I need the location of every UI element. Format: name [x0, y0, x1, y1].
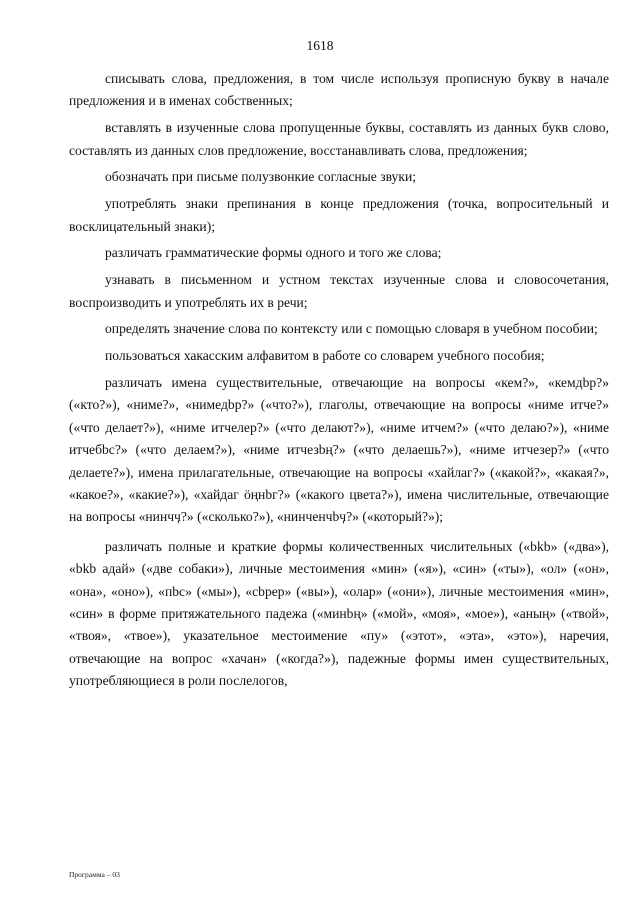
- paragraph: употреблять знаки препинания в конце предложения (точка, вопросительный и восклицательный знаки);: [69, 196, 609, 234]
- footer-note: Программа – 03: [69, 870, 120, 879]
- paragraph: списывать слова, предложения, в том числе используя прописную букву в начале предложения и в именах собственных;: [69, 71, 609, 109]
- page-body: [69, 68, 609, 697]
- paragraph: различать полные и краткие формы количественных числительных («bkb» («два»), «bkb адай» («две собаки»), личные местоимения «мин» («я»), «син» («ты»), «ол» («он», «она», «оно»), «пbс» («мы»), «сbрер» («вы»), «олар» («они»), личные местоимения «мин», «син» в форме притяжательного падежа («минbң» («мой», «моя», «мое»), «аның» («твой», «твоя», «твое»), указательное местоимение «пу» («этот», «эта», «это»), наречия, отвечающие на вопрос «хачан» («когда?»), падежные формы имен существительных, употребляющиеся в роли послелогов,: [69, 538, 609, 689]
- paragraph: обозначать при письме полузвонкие согласные звуки;: [105, 169, 416, 185]
- paragraph: определять значение слова по контексту или с помощью словаря в учебном пособии;: [105, 321, 598, 337]
- page-number: 1618: [306, 38, 334, 53]
- paragraph: узнавать в письменном и устном текстах изученные слова и словосочетания, воспроизводить и употреблять их в речи;: [69, 272, 609, 310]
- paragraph: вставлять в изученные слова пропущенные буквы, составлять из данных букв слово, составлять из данных слов предложение, восстанавливать слова, предложения;: [69, 120, 609, 158]
- paragraph: пользоваться хакасским алфавитом в работе со словарем учебного пособия;: [105, 348, 545, 364]
- paragraph: различать имена существительные, отвечающие на вопросы «кем?», «кемдbр?» («кто?»), «ниме?», «нимедbр?» («что?»), глаголы, отвечающие на вопросы «ниме итче?» («что делает?»), «ниме итчелер?» («что делают?»), «ниме итчем?» («что делаю?»), «ниме итчебbс?» («что делаем?»), «ниме итчезbң?» («что делаешь?»), «ниме итчезер?» («что делаете?»), имена прилагательные, отвечающие на вопросы «хайлаг?» («какой?», «какая?», «какое?», «какие?»), «хайдаг ӧңнbг?» («какого цвета?»), имена числительные, отвечающие на вопросы «нинчӌ?» («сколько?»), «нинченчbӌ?» («который?»);: [69, 375, 609, 525]
- paragraph: различать грамматические формы одного и того же слова;: [105, 245, 442, 261]
